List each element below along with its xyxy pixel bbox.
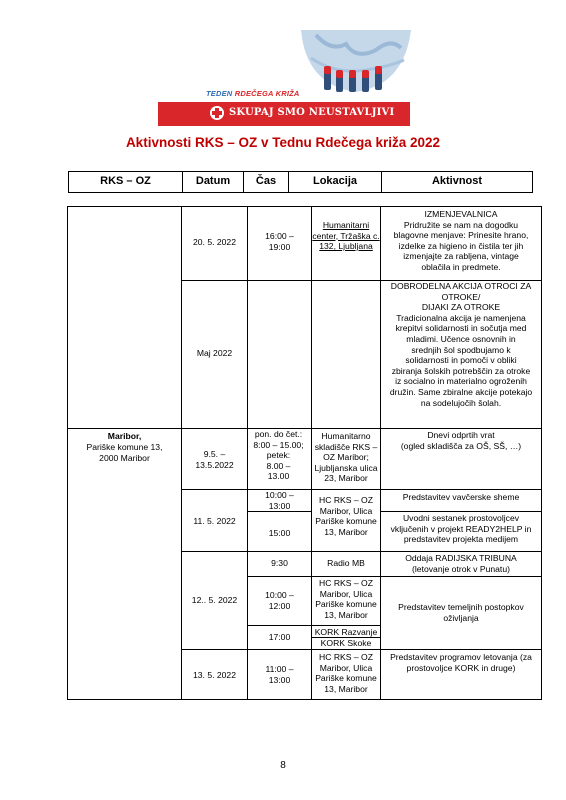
r4-cas-b: 15:00	[268, 528, 291, 538]
r3-cas: pon. do čet.: 8:00 – 15.00; petek: 8.00 – 13.00	[253, 429, 304, 482]
page-number: 8	[280, 760, 286, 771]
r1-lokacija: Humanitarni center, Tržaška c. 132, Ljubljana	[312, 220, 380, 252]
header-cas: Čas	[255, 175, 277, 187]
r5-lok-c1: KORK Razvanje	[314, 627, 378, 637]
r6-cas: 11:00 – 13:00	[265, 664, 294, 685]
r1-aktivnost: IZMENJEVALNICA Pridružite se nam na dogodku blagovne menjave: Prinesite hrano, izdelke za higieno in čistila ter jih izmenjajte za rabljena, vintage oblačila in predmete.	[393, 209, 529, 272]
r6-datum: 13. 5. 2022	[192, 670, 236, 680]
maribor-name: Maribor,	[107, 431, 142, 441]
r1-cas: 16:00 – 19:00	[265, 231, 294, 252]
r4-datum: 11. 5. 2022	[193, 516, 236, 526]
r5-cas-b: 10:00 – 12:00	[265, 590, 294, 611]
r5-cas-c: 17:00	[268, 632, 291, 642]
activities-table	[67, 206, 542, 700]
header-rks-oz: RKS – OZ	[100, 175, 151, 187]
r2-aktivnost: DOBRODELNA AKCIJA OTROCI ZA OTROKE/ DIJAKI ZA OTROKE Tradicionalna akcija je namenjena krepitvi solidarnosti in sočutja med mladimi. Učence osnovnih in srednjih šol spodbujamo k solidarnosti in pomoči v obliki zbiranja šolskih potrebščin za otroke iz socialno in materialno ogroženih družin. Same zbiralne akcije potekajo na sodelujočih šolah.	[389, 281, 533, 408]
r4-aktivnost-a: Predstavitev vavčerske sheme	[402, 492, 520, 502]
red-cross-logo	[210, 106, 224, 120]
maribor-address: Pariške komune 13, 2000 Maribor	[86, 442, 163, 463]
banner-slogan: SKUPAJ SMO NEUSTAVLJIVI	[229, 107, 395, 118]
r3-lokacija: Humanitarno skladišče RKS – OZ Maribor; Ljubljanska ulica 23, Maribor	[314, 431, 378, 484]
r4-lokacija: HC RKS – OZ Maribor, Ulica Pariške komune 13, Maribor	[315, 495, 377, 537]
header-table	[68, 171, 533, 193]
r3-aktivnost: Dnevi odprtih vrat (ogled skladišča za OŠ, SŠ, …)	[400, 430, 522, 451]
r4-cas-a: 10:00 – 13:00	[265, 490, 294, 511]
r5-lok-c2: KORK Skoke	[320, 638, 372, 648]
banner	[206, 30, 412, 125]
header-lokacija: Lokacija	[312, 175, 358, 187]
banner-tagline: TEDEN RDEČEGA KRIŽA	[206, 89, 300, 98]
page-title: Aktivnosti RKS – OZ v Tednu Rdečega križa 2022	[125, 135, 441, 150]
r5-akt-bc: Predstavitev temeljnih postopkov oživljanja	[398, 602, 524, 623]
r2-datum: Maj 2022	[196, 348, 233, 358]
r5-akt-a: Oddaja RADIJSKA TRIBUNA (letovanje otrok v Punatu)	[405, 553, 517, 574]
r3-datum: 9.5. – 13.5.2022	[195, 449, 234, 470]
r5-datum: 12.. 5. 2022	[191, 595, 238, 605]
r5-lok-a: Radio MB	[327, 558, 365, 568]
r5-cas-a: 9:30	[271, 558, 288, 568]
r6-lokacija: HC RKS – OZ Maribor, Ulica Pariške komune 13, Maribor	[315, 652, 377, 694]
r1-datum: 20. 5. 2022	[192, 237, 236, 247]
r5-lok-b: HC RKS – OZ Maribor, Ulica Pariške komune 13, Maribor	[315, 578, 377, 620]
header-datum: Datum	[195, 175, 231, 187]
banner-red-bar	[158, 102, 410, 126]
header-aktivnost: Aktivnost	[431, 175, 483, 187]
r4-aktivnost-b: Uvodni sestanek prostovoljcev vključenih v projekt READY2HELP in predstavitev projekta medijem	[390, 513, 532, 545]
r6-aktivnost: Predstavitev programov letovanja (za prostovoljce KORK in druge)	[390, 652, 532, 673]
